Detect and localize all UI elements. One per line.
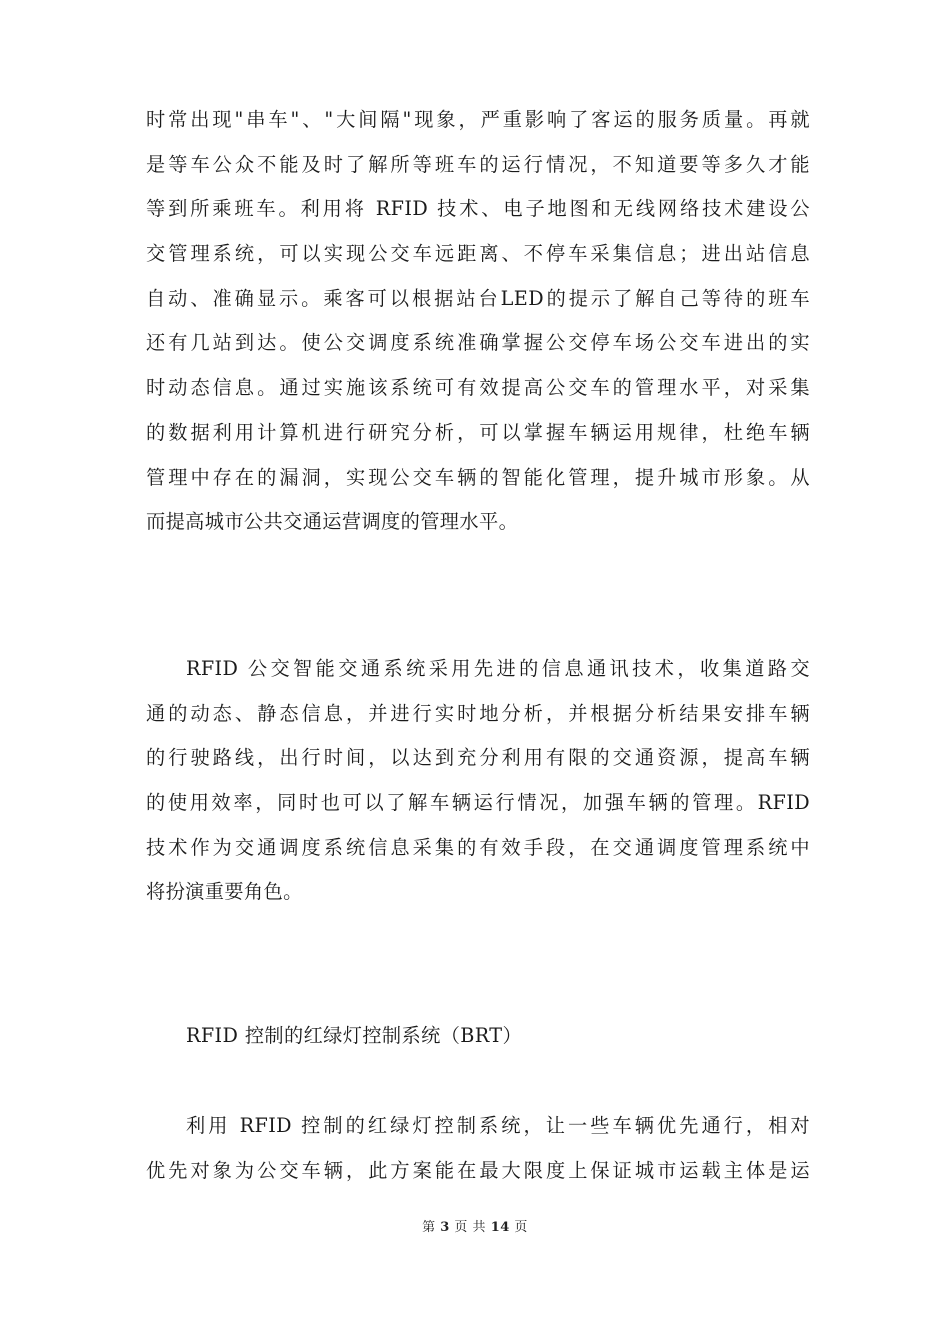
footer-current-page: 3 — [440, 1220, 450, 1235]
paragraph-line: 管理中存在的漏洞，实现公交车辆的智能化管理，提升城市形象。从 — [146, 465, 810, 489]
paragraph-line: 技术作为交通调度系统信息采集的有效手段，在交通调度管理系统中 — [146, 835, 810, 859]
paragraph-line: 还有几站到达。使公交调度系统准确掌握公交停车场公交车进出的实 — [146, 331, 810, 355]
footer-total-pages: 14 — [490, 1220, 510, 1235]
paragraph-line: 是等车公众不能及时了解所等班车的运行情况，不知道要等多久才能 — [146, 152, 810, 176]
paragraph-line: 时常出现"串车"、"大间隔"现象，严重影响了客运的服务质量。再就 — [146, 108, 810, 131]
paragraph-line: 的行驶路线，出行时间，以达到充分利用有限的交通资源，提高车辆 — [146, 746, 810, 770]
paragraph-3 — [146, 1104, 810, 1193]
paragraph-2 — [146, 647, 810, 915]
paragraph-line: 的使用效率，同时也可以了解车辆运行情况，加强车辆的管理。RFID — [146, 791, 810, 815]
paragraph-line: 的数据利用计算机进行研究分析，可以掌握车辆运用规律，杜绝车辆 — [146, 420, 810, 444]
footer-prefix: 第 — [422, 1220, 436, 1235]
paragraph-line: RFID 公交智能交通系统采用先进的信息通讯技术，收集道路交 — [186, 657, 810, 680]
paragraph-line: 等到所乘班车。利用将 RFID 技术、电子地图和无线网络技术建设公 — [146, 197, 810, 221]
paragraph-line: 时动态信息。通过实施该系统可有效提高公交车的管理水平，对采集 — [146, 376, 810, 400]
footer-suffix: 页 — [514, 1220, 528, 1235]
footer-middle: 页 共 — [454, 1220, 487, 1235]
paragraph-line: 优先对象为公交车辆，此方案能在最大限度上保证城市运载主体是运 — [146, 1158, 810, 1182]
paragraph-line: 将扮演重要角色。 — [146, 880, 303, 904]
section-heading: RFID 控制的红绿灯控制系统（BRT） — [186, 1024, 523, 1047]
paragraph-line: 而提高城市公共交通运营调度的管理水平。 — [146, 510, 519, 534]
paragraph-line: 自动、准确显示。乘客可以根据站台LED的提示了解自己等待的班车 — [146, 286, 810, 310]
paragraph-line: 交管理系统，可以实现公交车远距离、不停车采集信息；进出站信息 — [146, 242, 810, 266]
paragraph-1 — [146, 98, 810, 545]
paragraph-line: 利用 RFID 控制的红绿灯控制系统，让一些车辆优先通行，相对 — [186, 1114, 810, 1137]
paragraph-line: 通的动态、静态信息，并进行实时地分析，并根据分析结果安排车辆 — [146, 701, 810, 725]
page-footer — [0, 1216, 950, 1235]
